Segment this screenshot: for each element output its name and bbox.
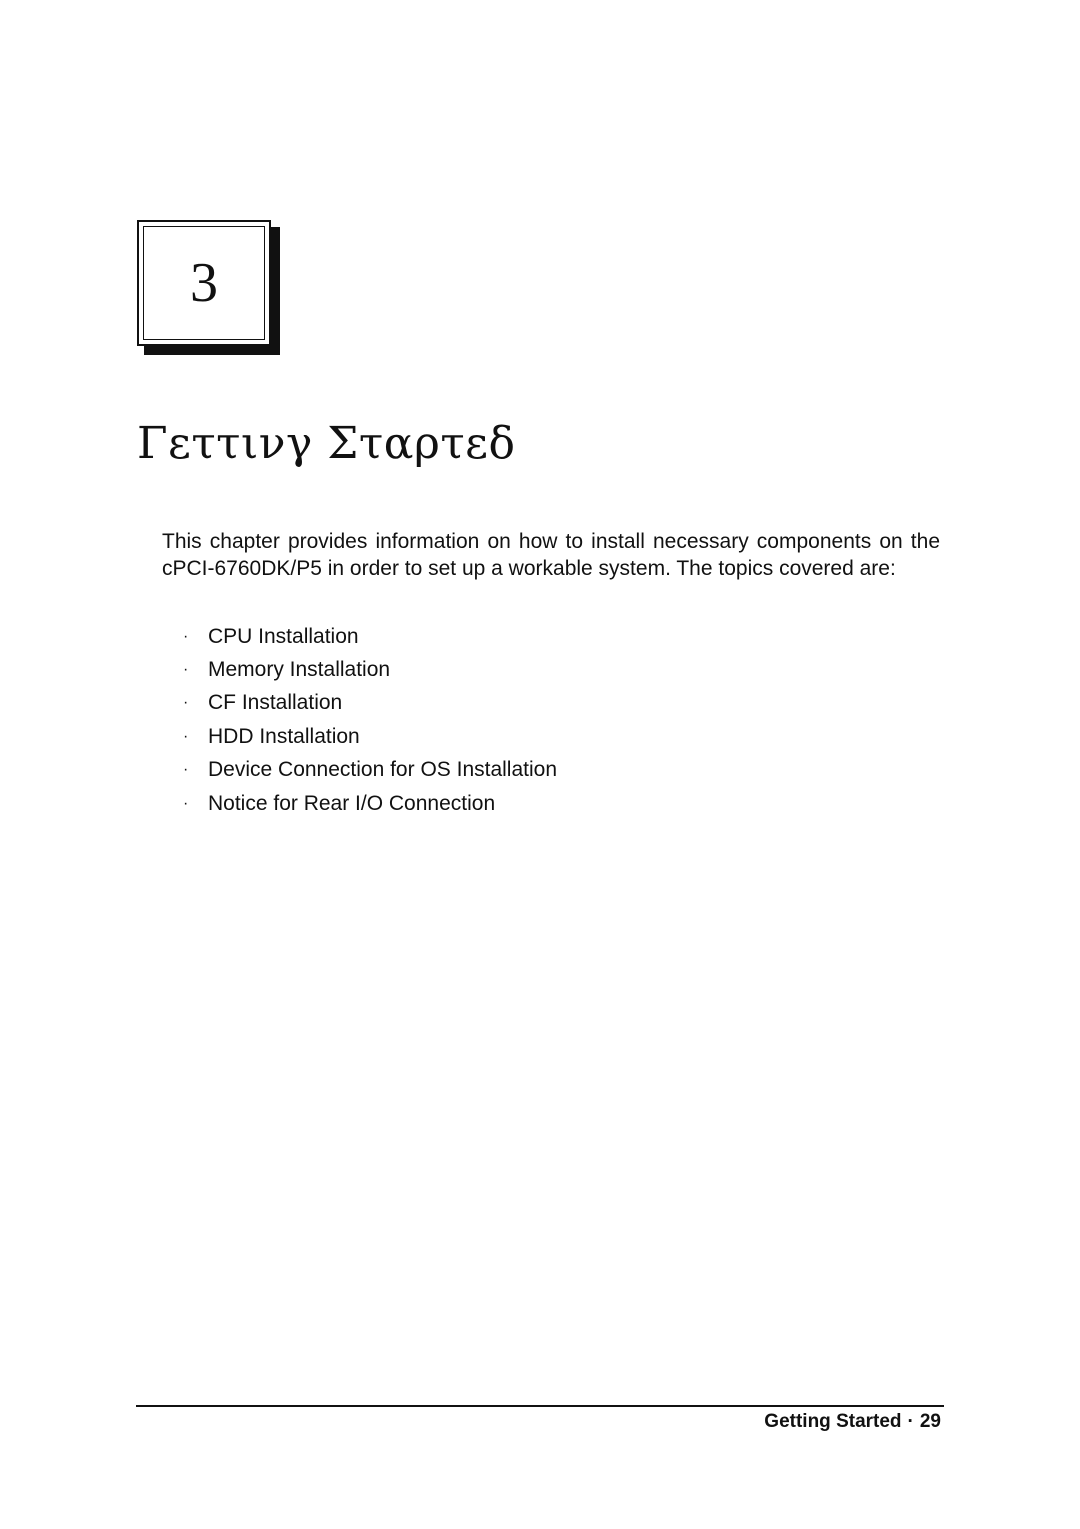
topics-list [183,620,557,820]
bullet-icon: · [183,794,189,812]
chapter-number-box-inner [143,226,265,340]
page-number: 29 [919,1411,941,1432]
intro-paragraph: This chapter provides information on how to install necessary components on the cPCI-6760DK/P5 in order to set up a workable system. The topics covered are: [162,530,940,580]
topic-label: Memory Installation [208,658,391,682]
list-item [183,687,557,720]
page-footer [764,1411,941,1433]
bullet-icon: · [183,627,189,645]
chapter-title: Γεττινγ Σταρτεδ [137,418,516,469]
list-item [183,653,557,686]
chapter-number-box [137,220,271,346]
footer-separator: · [907,1411,914,1432]
bullet-icon: · [183,661,189,679]
topic-label: CPU Installation [208,624,359,648]
bullet-icon: · [183,761,189,779]
topic-label: Notice for Rear I/O Connection [208,791,496,815]
bullet-icon: · [183,694,189,712]
footer-section-title: Getting Started [764,1411,902,1432]
chapter-number: 3 [190,252,218,314]
list-item [183,720,557,753]
footer-rule [136,1405,944,1407]
list-item [183,787,557,820]
bullet-icon: · [183,727,189,745]
list-item [183,754,557,787]
topic-label: CF Installation [208,691,343,715]
topic-label: Device Connection for OS Installation [208,758,558,782]
topic-label: HDD Installation [208,724,360,748]
list-item [183,620,557,653]
